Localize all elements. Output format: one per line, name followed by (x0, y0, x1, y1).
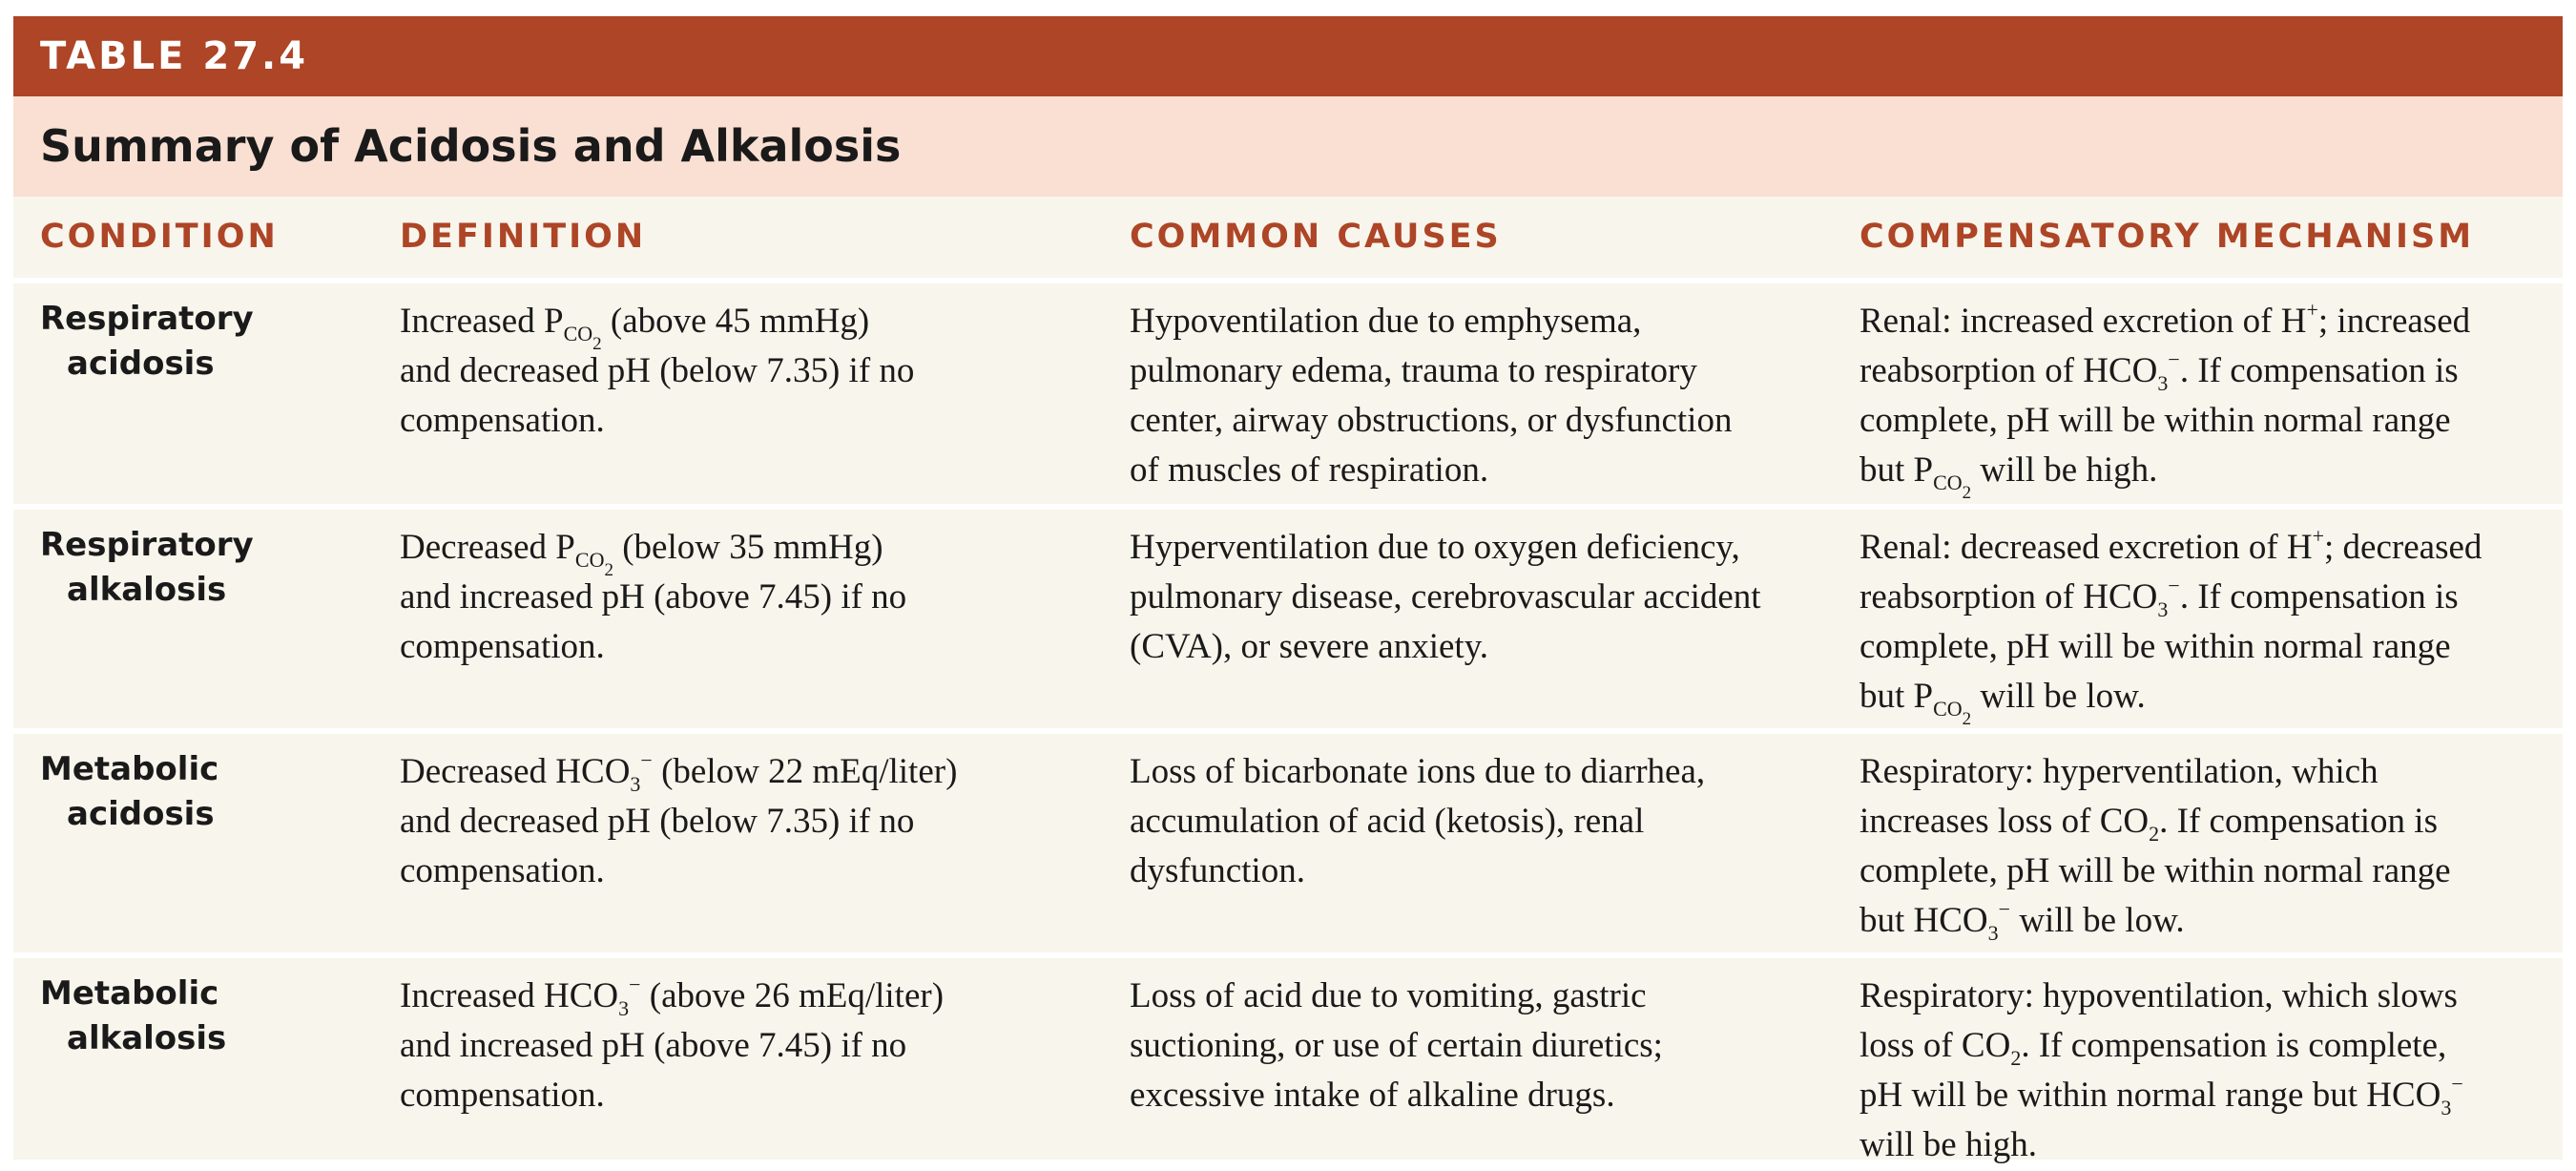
table-row (13, 504, 2563, 728)
common-causes-cell: Hyperventilation due to oxygen deficiency, pulmonary disease, cerebrovascular accident (CVA), or severe anxiety. (1130, 528, 1761, 666)
table-frame (13, 16, 2563, 1164)
condition-cell: Respiratory alkalosis (40, 526, 254, 609)
definition-cell: Increased $P_{CO_2}$ (above 45 mmHg) and decreased pH (below 7.35) if no compensation. (400, 302, 915, 440)
common-causes-cell: Loss of bicarbonate ions due to diarrhea, accumulation of acid (ketosis), renal dysfunction. (1130, 752, 1706, 890)
header-definition: DEFINITION (400, 218, 647, 256)
table-row (13, 278, 2563, 504)
header-row (13, 197, 2563, 278)
condition-cell: Respiratory acidosis (40, 300, 254, 383)
compensatory-mechanism-cell: Respiratory: hyperventilation, which increases loss of $CO_2$. If compensation is complete, pH will be within normal range but $HCO_3^-$ will be low. (1859, 752, 2451, 945)
definition-cell: Increased $HCO_3^-$ (above 26 mEq/liter) and increased pH (above 7.45) if no compensation. (400, 972, 945, 1115)
condition-cell: Metabolic alkalosis (40, 974, 227, 1057)
table-number: TABLE 27.4 (40, 34, 309, 78)
table-number-banner (13, 16, 2563, 96)
compensatory-mechanism-cell: Respiratory: hypoventilation, which slows loss of $CO_2$. If compensation is complete, pH will be within normal range but $HCO_3^-$ will be high. (1859, 976, 2463, 1164)
compensatory-mechanism-cell: Renal: decreased excretion of H+; decreased reabsorption of $HCO_3^-$. If compensation is complete, pH will be within normal range but $P_{CO_2}$ will be low. (1859, 524, 2483, 729)
table-row (13, 728, 2563, 952)
condition-cell: Metabolic acidosis (40, 750, 219, 833)
header-condition: CONDITION (40, 218, 279, 256)
definition-cell: Decreased $HCO_3^-$ (below 22 mEq/liter) and decreased pH (below 7.35) if no compensation. (400, 748, 958, 890)
compensatory-mechanism-cell: Renal: increased excretion of H+; increased reabsorption of $HCO_3^-$. If compensation is complete, pH will be within normal range but $P_{CO_2}$ will be high. (1859, 298, 2471, 503)
definition-cell: Decreased $P_{CO_2}$ (below 35 mmHg) and increased pH (above 7.45) if no compensation. (400, 528, 907, 666)
header-common-causes: COMMON CAUSES (1130, 218, 1502, 256)
header-compensatory-mechanism: COMPENSATORY MECHANISM (1859, 218, 2475, 256)
common-causes-cell: Hypoventilation due to emphysema, pulmonary edema, trauma to respiratory center, airway obstructions, or dysfunction of muscles of respiration. (1130, 302, 1733, 490)
table-title: Summary of Acidosis and Alkalosis (40, 120, 902, 172)
table-title-bar (13, 96, 2563, 197)
common-causes-cell: Loss of acid due to vomiting, gastric suctioning, or use of certain diuretics; excessive intake of alkaline drugs. (1130, 976, 1663, 1115)
table-row (13, 952, 2563, 1164)
